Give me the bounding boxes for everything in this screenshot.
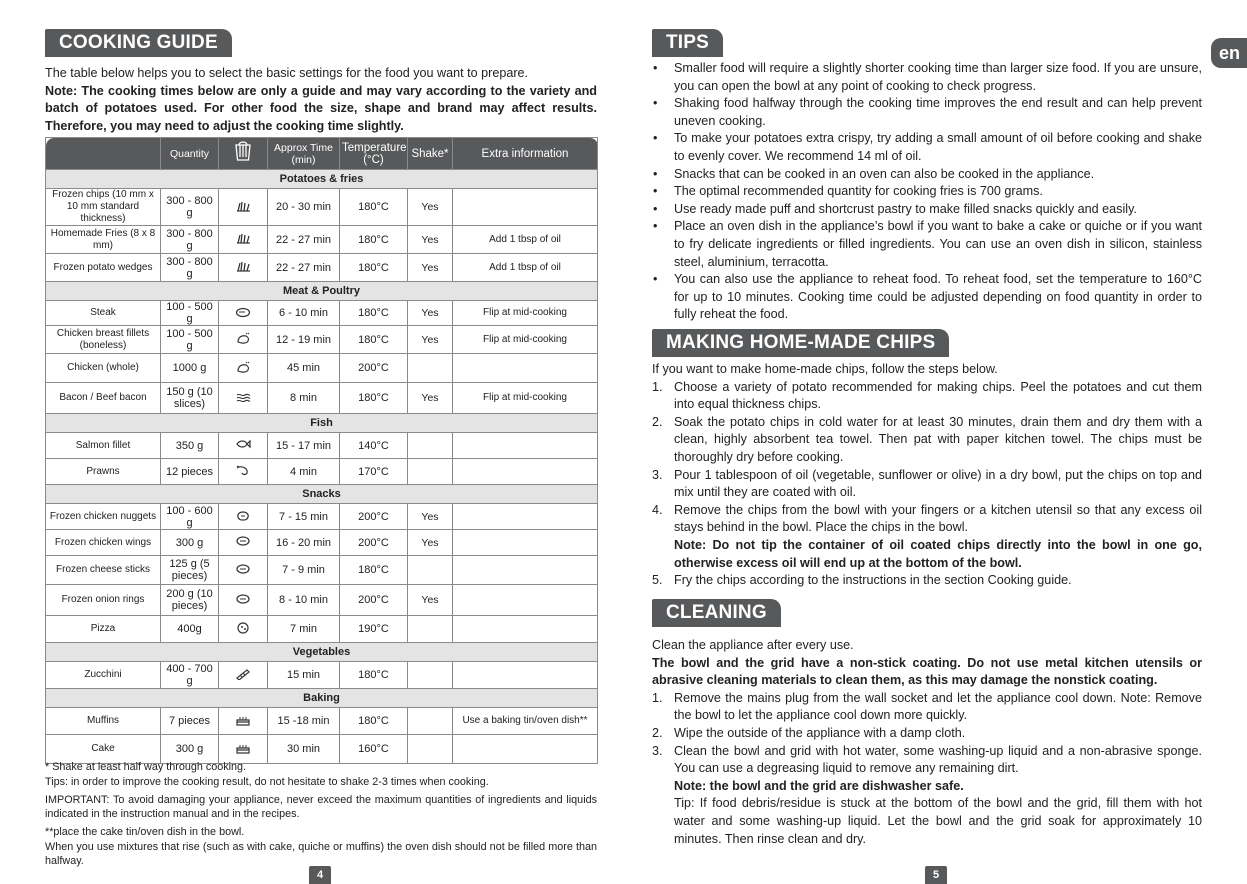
chips-section (652, 361, 1202, 590)
list-item: • Shaking food halfway through the cooking time improves the end result and can help prevent uneven cooking. (652, 95, 1202, 130)
left-page (0, 0, 620, 884)
chips-title: MAKING HOME-MADE CHIPS (652, 329, 949, 357)
table-row (46, 354, 598, 383)
category-row (46, 689, 598, 708)
temperature-cell: 200°C (340, 585, 408, 616)
shake-cell: Yes (408, 301, 453, 326)
fries-icon (235, 263, 251, 275)
icon-cell (219, 708, 268, 735)
food-cell: Frozen chicken wings (46, 530, 161, 556)
food-cell: Chicken breast fillets (boneless) (46, 326, 161, 354)
steak-icon (235, 309, 251, 321)
category-row (46, 282, 598, 301)
extra-cell: Add 1 tbsp of oil (453, 254, 598, 282)
temperature-cell: 180°C (340, 301, 408, 326)
temperature-cell: 200°C (340, 354, 408, 383)
header-temperature: Temperature (°C) (340, 138, 408, 170)
time-cell: 8 - 10 min (268, 585, 340, 616)
icon-cell (219, 556, 268, 585)
quantity-cell: 300 g (161, 735, 219, 764)
temperature-cell: 200°C (340, 530, 408, 556)
list-item: • You can also use the appliance to reheat food. To reheat food, set the temperature to 160°C for up to 10 minutes. Cooking time could be adjusted depending on food quantity in order to fully reheat the food. (652, 271, 1202, 324)
food-cell: Frozen chips (10 mm x 10 mm standard thickness) (46, 189, 161, 226)
table-row (46, 708, 598, 735)
extra-cell (453, 662, 598, 689)
page-number-right: 5 (925, 866, 947, 884)
extra-cell: Flip at mid-cooking (453, 301, 598, 326)
shake-cell (408, 459, 453, 485)
extra-cell (453, 189, 598, 226)
list-item: 2. Soak the potato chips in cold water for at least 30 minutes, drain them and dry them with a clean, highly absorbent tea towel. Then pat with paper kitchen towel. The chips must be thoroughly dry before cooking. (652, 414, 1202, 464)
quantity-cell: 300 - 800 g (161, 189, 219, 226)
cake-icon (235, 745, 251, 757)
tips-list (652, 60, 1202, 324)
time-cell: 22 - 27 min (268, 254, 340, 282)
food-cell: Bacon / Beef bacon (46, 383, 161, 414)
category-baking: Baking (46, 689, 598, 708)
list-item: • Snacks that can be cooked in an oven can also be cooked in the appliance. (652, 166, 1202, 184)
header-food (46, 138, 161, 170)
chips-steps (652, 379, 1202, 590)
chicken-icon (235, 335, 251, 347)
temperature-cell: 200°C (340, 504, 408, 530)
quantity-cell: 400g (161, 616, 219, 643)
fries-icon (235, 203, 251, 215)
icon-cell (219, 254, 268, 282)
footnote-important: IMPORTANT: To avoid damaging your appliance, never exceed the maximum quantities of ingredients and liquids indicated in the instruction manual and in the recipes. (45, 794, 597, 820)
shake-cell (408, 616, 453, 643)
icon-cell (219, 354, 268, 383)
table-row (46, 616, 598, 643)
food-cell: Frozen cheese sticks (46, 556, 161, 585)
table-row (46, 530, 598, 556)
table-row (46, 383, 598, 414)
footnotes (45, 760, 597, 869)
food-cell: Frozen chicken nuggets (46, 504, 161, 530)
table-row (46, 226, 598, 254)
shake-cell: Yes (408, 326, 453, 354)
temperature-cell: 180°C (340, 189, 408, 226)
table-row (46, 189, 598, 226)
list-item: 3. Pour 1 tablespoon of oil (vegetable, sunflower or olive) in a dry bowl, put the chips on top and mix until they are coated with oil. (652, 467, 1202, 500)
list-item: 5. Fry the chips according to the instructions in the section Cooking guide. (652, 573, 1072, 588)
icon-cell (219, 433, 268, 459)
category-row (46, 170, 598, 189)
quantity-cell: 200 g (10 pieces) (161, 585, 219, 616)
icon-cell (219, 459, 268, 485)
category-vegetables: Vegetables (46, 643, 598, 662)
time-cell: 15 -18 min (268, 708, 340, 735)
quantity-cell: 125 g (5 pieces) (161, 556, 219, 585)
extra-cell (453, 504, 598, 530)
time-cell: 4 min (268, 459, 340, 485)
shake-cell: Yes (408, 189, 453, 226)
table-row (46, 301, 598, 326)
extra-cell (453, 616, 598, 643)
extra-cell (453, 530, 598, 556)
category-potatoes: Potatoes & fries (46, 170, 598, 189)
bacon-icon (235, 394, 251, 406)
time-cell: 8 min (268, 383, 340, 414)
quantity-cell: 300 - 800 g (161, 254, 219, 282)
temperature-cell: 180°C (340, 662, 408, 689)
category-row (46, 414, 598, 433)
table-row (46, 433, 598, 459)
table-row (46, 504, 598, 530)
temperature-cell: 160°C (340, 735, 408, 764)
temperature-cell: 170°C (340, 459, 408, 485)
snack-icon (235, 566, 251, 578)
footnote-cake: **place the cake tin/oven dish in the bowl. (45, 826, 245, 838)
quantity-cell: 7 pieces (161, 708, 219, 735)
shake-cell: Yes (408, 504, 453, 530)
temperature-cell: 190°C (340, 616, 408, 643)
extra-cell (453, 433, 598, 459)
header-extra: Extra information (453, 138, 598, 170)
intro-text: The table below helps you to select the basic settings for the food you want to prepare. (45, 66, 529, 80)
shake-cell: Yes (408, 383, 453, 414)
cleaning-title: CLEANING (652, 599, 781, 627)
food-cell: Cake (46, 735, 161, 764)
food-cell: Salmon fillet (46, 433, 161, 459)
time-cell: 20 - 30 min (268, 189, 340, 226)
list-item: 1. Choose a variety of potato recommended for making chips. Peel the potatoes and cut them into equal thickness chips. (652, 379, 1202, 412)
food-cell: Homemade Fries (8 x 8 mm) (46, 226, 161, 254)
time-cell: 15 - 17 min (268, 433, 340, 459)
icon-cell (219, 585, 268, 616)
extra-cell (453, 556, 598, 585)
table-row (46, 459, 598, 485)
category-meat: Meat & Poultry (46, 282, 598, 301)
shake-cell (408, 354, 453, 383)
list-item: • The optimal recommended quantity for cooking fries is 700 grams. (652, 183, 1202, 201)
footnote-tips: Tips: in order to improve the cooking result, do not hesitate to shake 2-3 times when cooking. (45, 776, 489, 788)
category-row (46, 485, 598, 504)
extra-cell: Use a baking tin/oven dish** (453, 708, 598, 735)
table-row (46, 556, 598, 585)
quantity-cell: 100 - 500 g (161, 326, 219, 354)
shake-cell: Yes (408, 226, 453, 254)
list-item: • To make your potatoes extra crispy, try adding a small amount of oil before cooking and shake to evenly cover. We recommend 14 ml of oil. (652, 130, 1202, 165)
snack-icon (235, 596, 251, 608)
quantity-cell: 12 pieces (161, 459, 219, 485)
shake-cell (408, 433, 453, 459)
list-item: 2. Wipe the outside of the appliance with a damp cloth. (652, 725, 966, 740)
food-cell: Pizza (46, 616, 161, 643)
shake-cell (408, 708, 453, 735)
food-cell: Frozen potato wedges (46, 254, 161, 282)
quantity-cell: 1000 g (161, 354, 219, 383)
category-row (46, 643, 598, 662)
list-item: • Place an oven dish in the appliance’s bowl if you want to bake a cake or quiche or if you want to fry delicate ingredients or filled ingredients. You can use an oven dish in silicon, stainless steel, aluminium, terracotta. (652, 218, 1202, 271)
cake-icon (235, 717, 251, 729)
extra-cell (453, 459, 598, 485)
basket-icon (234, 141, 252, 163)
extra-cell: Flip at mid-cooking (453, 383, 598, 414)
time-cell: 6 - 10 min (268, 301, 340, 326)
category-snacks: Snacks (46, 485, 598, 504)
list-item: • Use ready made puff and shortcrust pastry to make filled snacks quickly and easily. (652, 201, 1202, 219)
icon-cell (219, 504, 268, 530)
quantity-cell: 100 - 500 g (161, 301, 219, 326)
icon-cell (219, 326, 268, 354)
list-item: 1. Remove the mains plug from the wall socket and let the appliance cool down. Note: Remove the bowl to let the appliance cool down more quickly. (652, 690, 1202, 723)
icon-cell (219, 530, 268, 556)
temperature-cell: 180°C (340, 383, 408, 414)
time-cell: 30 min (268, 735, 340, 764)
nugget-icon (235, 512, 251, 524)
chips-note: Note: Do not tip the container of oil coated chips directly into the bowl in one go, otherwise excess oil will end up at the bottom of the bowl. (674, 537, 1202, 570)
time-cell: 7 - 15 min (268, 504, 340, 530)
extra-cell (453, 354, 598, 383)
chicken-icon (235, 364, 251, 376)
header-quantity: Quantity (161, 138, 219, 170)
list-item: 3. Clean the bowl and grid with hot water, some washing-up liquid and a non-abrasive sponge. You can use a degreasing liquid to remove any remaining dirt. Note: the bowl and the grid are dishwasher safe. Tip: If food debris/residue is stuck at the bottom of the bowl and the grid, fill them with hot water and some washing-up liquid. Let the bowl and the grid soak for approximately 10 minutes. Then rinse clean and dry. (652, 743, 1202, 846)
footnote-shake: * Shake at least half way through cooking. (45, 761, 247, 773)
list-item: • Smaller food will require a slightly shorter cooking time than larger size food. If you are unsure, you can open the bowl at any point of cooking to check progress. (652, 60, 1202, 95)
time-cell: 16 - 20 min (268, 530, 340, 556)
header-time: Approx Time (min) (268, 138, 340, 170)
quantity-cell: 300 g (161, 530, 219, 556)
extra-cell: Flip at mid-cooking (453, 326, 598, 354)
page-number-left: 4 (309, 866, 331, 884)
time-cell: 7 - 9 min (268, 556, 340, 585)
fish-icon (235, 441, 251, 453)
cleaning-steps (652, 690, 1202, 848)
cleaning-note: Note: the bowl and the grid are dishwasher safe. (674, 778, 964, 793)
temperature-cell: 180°C (340, 326, 408, 354)
time-cell: 7 min (268, 616, 340, 643)
cleaning-tip: Tip: If food debris/residue is stuck at the bottom of the bowl and the grid, fill them with hot water and some washing-up liquid. Let the bowl and the grid soak for approximately 10 minutes. Then rinse clean and dry. (674, 796, 1202, 846)
icon-cell (219, 616, 268, 643)
temperature-cell: 180°C (340, 226, 408, 254)
temperature-cell: 180°C (340, 254, 408, 282)
intro-note: Note: The cooking times below are only a guide and may vary according to the variety and batch of potatoes used. For other food the size, shape and brand may affect results. Therefore, you may need to adjust the cooking time slightly. (45, 83, 597, 133)
icon-cell (219, 301, 268, 326)
footnote-mixtures: When you use mixtures that rise (such as with cake, quiche or muffins) the oven dish should not be filled more than halfway. (45, 841, 597, 867)
list-item: 4. Remove the chips from the bowl with your fingers or a kitchen utensil so that any excess oil stays behind in the bowl. Place the chips in the bowl. Note: Do not tip the container of oil coated chips directly into the bowl in one go, otherwise excess oil will end up at the bottom of the bowl. (652, 502, 1202, 570)
quantity-cell: 400 - 700 g (161, 662, 219, 689)
food-cell: Steak (46, 301, 161, 326)
table-row (46, 585, 598, 616)
fries-icon (235, 235, 251, 247)
icon-cell (219, 226, 268, 254)
time-cell: 45 min (268, 354, 340, 383)
shake-cell: Yes (408, 530, 453, 556)
time-cell: 22 - 27 min (268, 226, 340, 254)
temperature-cell: 180°C (340, 708, 408, 735)
table-header-row (46, 138, 598, 170)
header-basket (219, 138, 268, 170)
temperature-cell: 140°C (340, 433, 408, 459)
extra-cell (453, 585, 598, 616)
cleaning-intro: Clean the appliance after every use. (652, 638, 854, 652)
chips-intro: If you want to make home-made chips, follow the steps below. (652, 362, 998, 376)
quantity-cell: 150 g (10 slices) (161, 383, 219, 414)
table-row (46, 662, 598, 689)
food-cell: Prawns (46, 459, 161, 485)
quantity-cell: 350 g (161, 433, 219, 459)
prawn-icon (235, 467, 251, 479)
time-cell: 12 - 19 min (268, 326, 340, 354)
category-fish: Fish (46, 414, 598, 433)
quantity-cell: 100 - 600 g (161, 504, 219, 530)
table-row (46, 326, 598, 354)
time-cell: 15 min (268, 662, 340, 689)
language-tab: en (1211, 38, 1247, 68)
cleaning-warning: The bowl and the grid have a non-stick coating. Do not use metal kitchen utensils or abrasive cleaning materials to clean them, as this may damage the nonstick coating. (652, 655, 1202, 688)
shake-cell (408, 662, 453, 689)
cleaning-section (652, 637, 1202, 848)
quantity-cell: 300 - 800 g (161, 226, 219, 254)
extra-cell: Add 1 tbsp of oil (453, 226, 598, 254)
snack-icon (235, 538, 251, 550)
zucchini-icon (235, 671, 251, 683)
shake-cell: Yes (408, 585, 453, 616)
temperature-cell: 180°C (340, 556, 408, 585)
food-cell: Frozen onion rings (46, 585, 161, 616)
food-cell: Chicken (whole) (46, 354, 161, 383)
food-cell: Muffins (46, 708, 161, 735)
food-cell: Zucchini (46, 662, 161, 689)
shake-cell: Yes (408, 254, 453, 282)
cooking-guide-title: COOKING GUIDE (45, 29, 232, 57)
icon-cell (219, 662, 268, 689)
icon-cell (219, 383, 268, 414)
shake-cell (408, 556, 453, 585)
table-row (46, 254, 598, 282)
header-shake: Shake* (408, 138, 453, 170)
tips-title: TIPS (652, 29, 723, 57)
intro-block (45, 65, 597, 135)
pizza-icon (235, 625, 251, 637)
icon-cell (219, 189, 268, 226)
cooking-guide-table (45, 137, 598, 764)
tips-section (652, 60, 1202, 324)
